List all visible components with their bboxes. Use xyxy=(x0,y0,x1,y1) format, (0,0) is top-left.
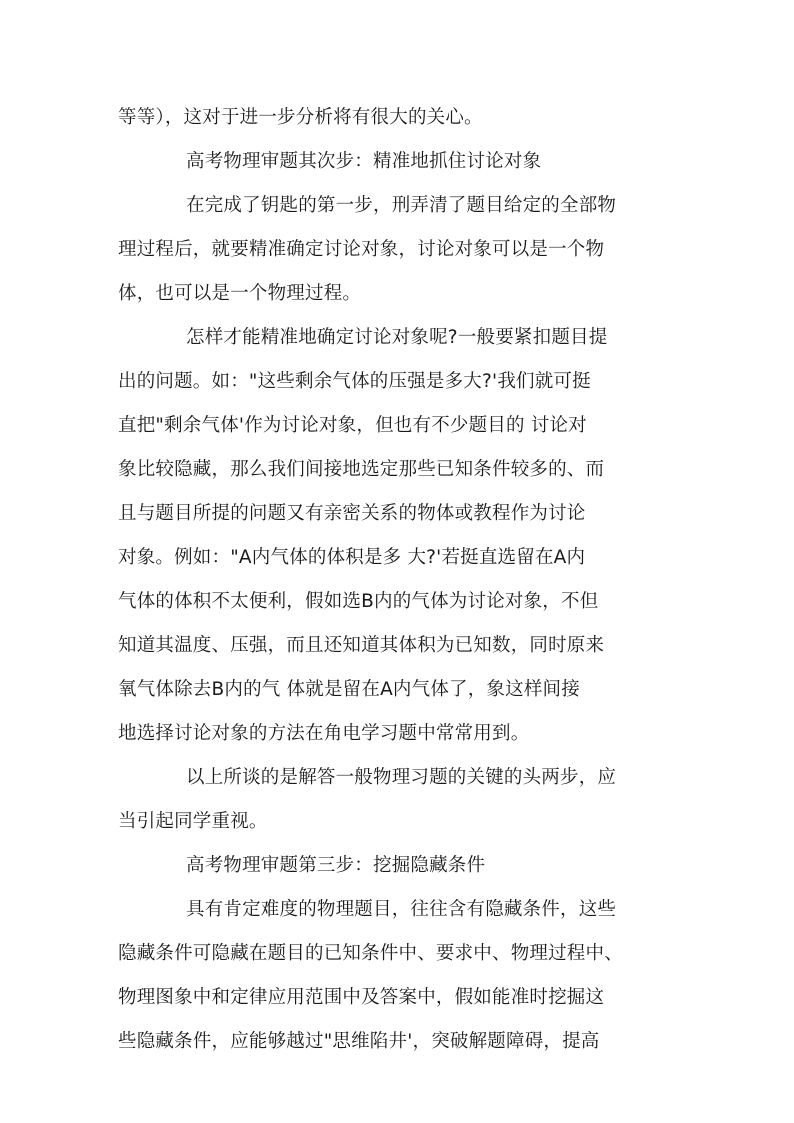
section-heading-third-step: 高考物理审题第三步：挖掘隐藏条件 xyxy=(186,855,486,876)
paragraph-line-15: 地选择讨论对象的方法在角电学习题中常常用到。 xyxy=(118,723,530,744)
paragraph-line-05: 体，也可以是一个物理过程。 xyxy=(118,283,362,304)
paragraph-line-09: 象比较隐藏，那么我们间接地选定那些已知条件较多的、而 xyxy=(118,459,605,480)
paragraph-line-13: 知道其温度、压强，而且还知道其体积为已知数，同时原来 xyxy=(118,635,605,656)
paragraph-line-14: 氧气体除去B内的气 体就是留在A内气体了，象这样间接 xyxy=(118,679,580,700)
paragraph-line-07: 出的问题。如："这些剩余气体的压强是多大?'我们就可挺 xyxy=(118,371,591,392)
paragraph-line-06: 怎样才能精准地确定讨论对象呢?一般要紧扣题目提 xyxy=(186,327,608,348)
paragraph-line-20: 隐藏条件可隐藏在题目的已知条件中、要求中、物理过程中、 xyxy=(118,943,623,964)
paragraph-line-22: 些隐藏条件，应能够越过"思维陷井'，突破解题障碍，提高 xyxy=(118,1031,600,1052)
paragraph-line-04: 理过程后，就要精准确定讨论对象，讨论对象可以是一个物 xyxy=(118,239,605,260)
paragraph-line-10: 且与题目所提的问题又有亲密关系的物体或教程作为讨论 xyxy=(118,503,586,524)
paragraph-line-19: 具有肯定难度的物理题目，往往含有隐藏条件，这些 xyxy=(186,899,617,920)
paragraph-line-12: 气体的体积不太便利，假如选B内的气体为讨论对象，不但 xyxy=(118,591,599,612)
paragraph-line-17: 当引起同学重视。 xyxy=(118,811,268,832)
paragraph-line-03: 在完成了钥匙的第一步，刑弄清了题目给定的全部物 xyxy=(186,195,617,216)
section-heading-second-step: 高考物理审题其次步：精准地抓住讨论对象 xyxy=(186,151,542,172)
paragraph-line-01: 等等），这对于进一步分析将有很大的关心。 xyxy=(118,107,483,128)
paragraph-line-16: 以上所谈的是解答一般物理习题的关键的头两步，应 xyxy=(186,767,617,788)
paragraph-line-08: 直把"剩余气体'作为讨论对象，但也有不少题目的 讨论对 xyxy=(118,415,587,436)
paragraph-line-11: 对象。例如："A内气体的体积是多 大?'若挺直选留在A内 xyxy=(118,547,586,568)
paragraph-line-21: 物理图象中和定律应用范围中及答案中，假如能准时挖掘这 xyxy=(118,987,605,1008)
